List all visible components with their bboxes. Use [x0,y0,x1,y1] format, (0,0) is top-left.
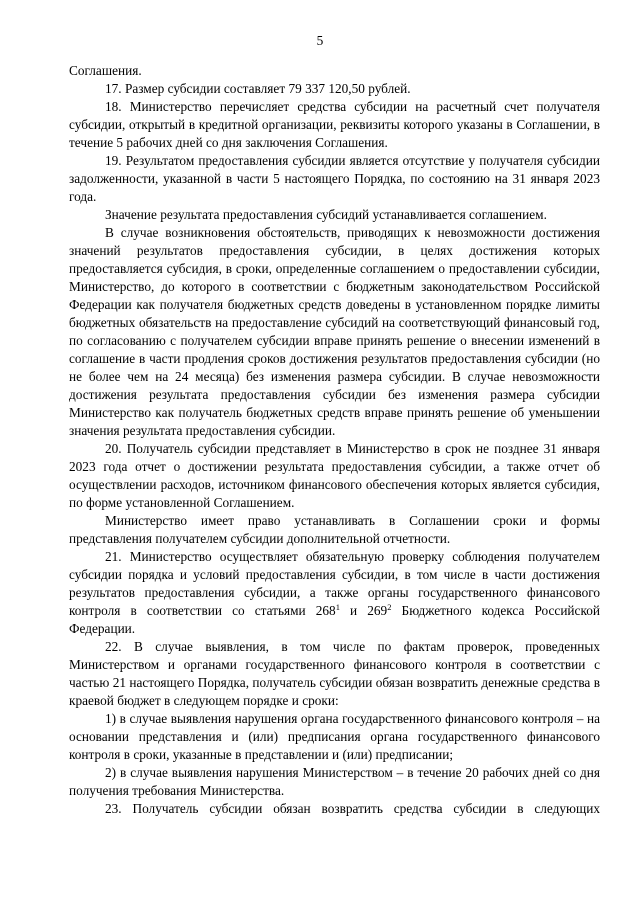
superscript-2: 2 [387,602,392,612]
paragraph-circumstances: В случае возникновения обстоятельств, приводящих к невозможности достижения значений результатов предоставления субсидии, в целях достижения которых предоставляется субсидия, в сроки, определенные соглашением о предоставлении субсидии, Министерство, до которого в соответствии с бюджетным законодательством Российской Федерации как получателя бюджетных средств доведены в установленном порядке лимиты бюджетных обязательств на предоставление субсидий на соответствующий финансовый год, по согласованию с получателем субсидии вправе принять решение о внесении изменений в соглашение в части продления сроков достижения результатов предоставления субсидии (но не более чем на 24 месяца) без изменения размера субсидии. В случае невозможности достижения результата предоставления субсидии без изменения размера субсидии Министерство как получатель бюджетных средств вправе принять решение об уменьшении значения результата предоставления субсидии. [69,225,600,438]
paragraph-19: 19. Результатом предоставления субсидии является отсутствие у получателя субсидии задолженности, указанной в части 5 настоящего Порядка, по состоянию на 31 января 2023 года. [69,153,600,204]
paragraph-17: 17. Размер субсидии составляет 79 337 120,50 рублей. [105,81,411,96]
page-number: 5 [316,33,324,48]
document-body [69,62,600,818]
paragraph-18: 18. Министерство перечисляет средства субсидии на расчетный счет получателя субсидии, открытый в кредитной организации, реквизиты которого указаны в Соглашении, в течение 5 рабочих дней со дня заключения Соглашения. [69,99,600,150]
paragraph-21-and: и 269 [339,603,388,618]
paragraph-22: 22. В случае выявления, в том числе по фактам проверок, проведенных Министерством и органами государственного финансового контроля в соответствии с частью 21 настоящего Порядка, получатель субсидии обязан возвратить денежные средства в краевой бюджет в следующем порядке и сроки: [69,639,600,708]
paragraph-reporting-rights: Министерство имеет право устанавливать в Соглашении сроки и формы представления получателем субсидии дополнительной отчетности. [69,513,600,546]
paragraph-continuation: Соглашения. [69,63,142,78]
paragraph-22-item-2: 2) в случае выявления нарушения Министерством – в течение 20 рабочих дней со дня получения требования Министерства. [69,765,600,798]
paragraph-23: 23. Получатель субсидии обязан возвратить средства субсидии в следующих [105,801,600,816]
paragraph-20: 20. Получатель субсидии представляет в Министерство в срок не позднее 31 января 2023 года отчет о достижении результата предоставления субсидии, а также отчет об осуществлении расходов, источником финансового обеспечения которых является субсидия, по форме установленной Соглашением. [69,441,600,510]
paragraph-21-text: 21. Министерство осуществляет обязательную проверку соблюдения получателем субсидии порядка и условий предоставления субсидии, в том числе в части достижения результатов предоставления субсидии, а также органы государственного финансового контроля в соответствии со статьями 268 [69,549,600,618]
paragraph-result-value: Значение результата предоставления субсидий устанавливается соглашением. [105,207,547,222]
paragraph-22-item-1: 1) в случае выявления нарушения органа государственного финансового контроля – на основании представления и (или) предписания органа государственного финансового контроля в сроки, указанные в представлении и (или) предписании; [69,711,600,762]
superscript-1: 1 [335,602,340,612]
paragraph-21 [69,548,600,638]
paragraph-21-tail: Бюджетного кодекса Российской Федерации. [69,603,600,636]
